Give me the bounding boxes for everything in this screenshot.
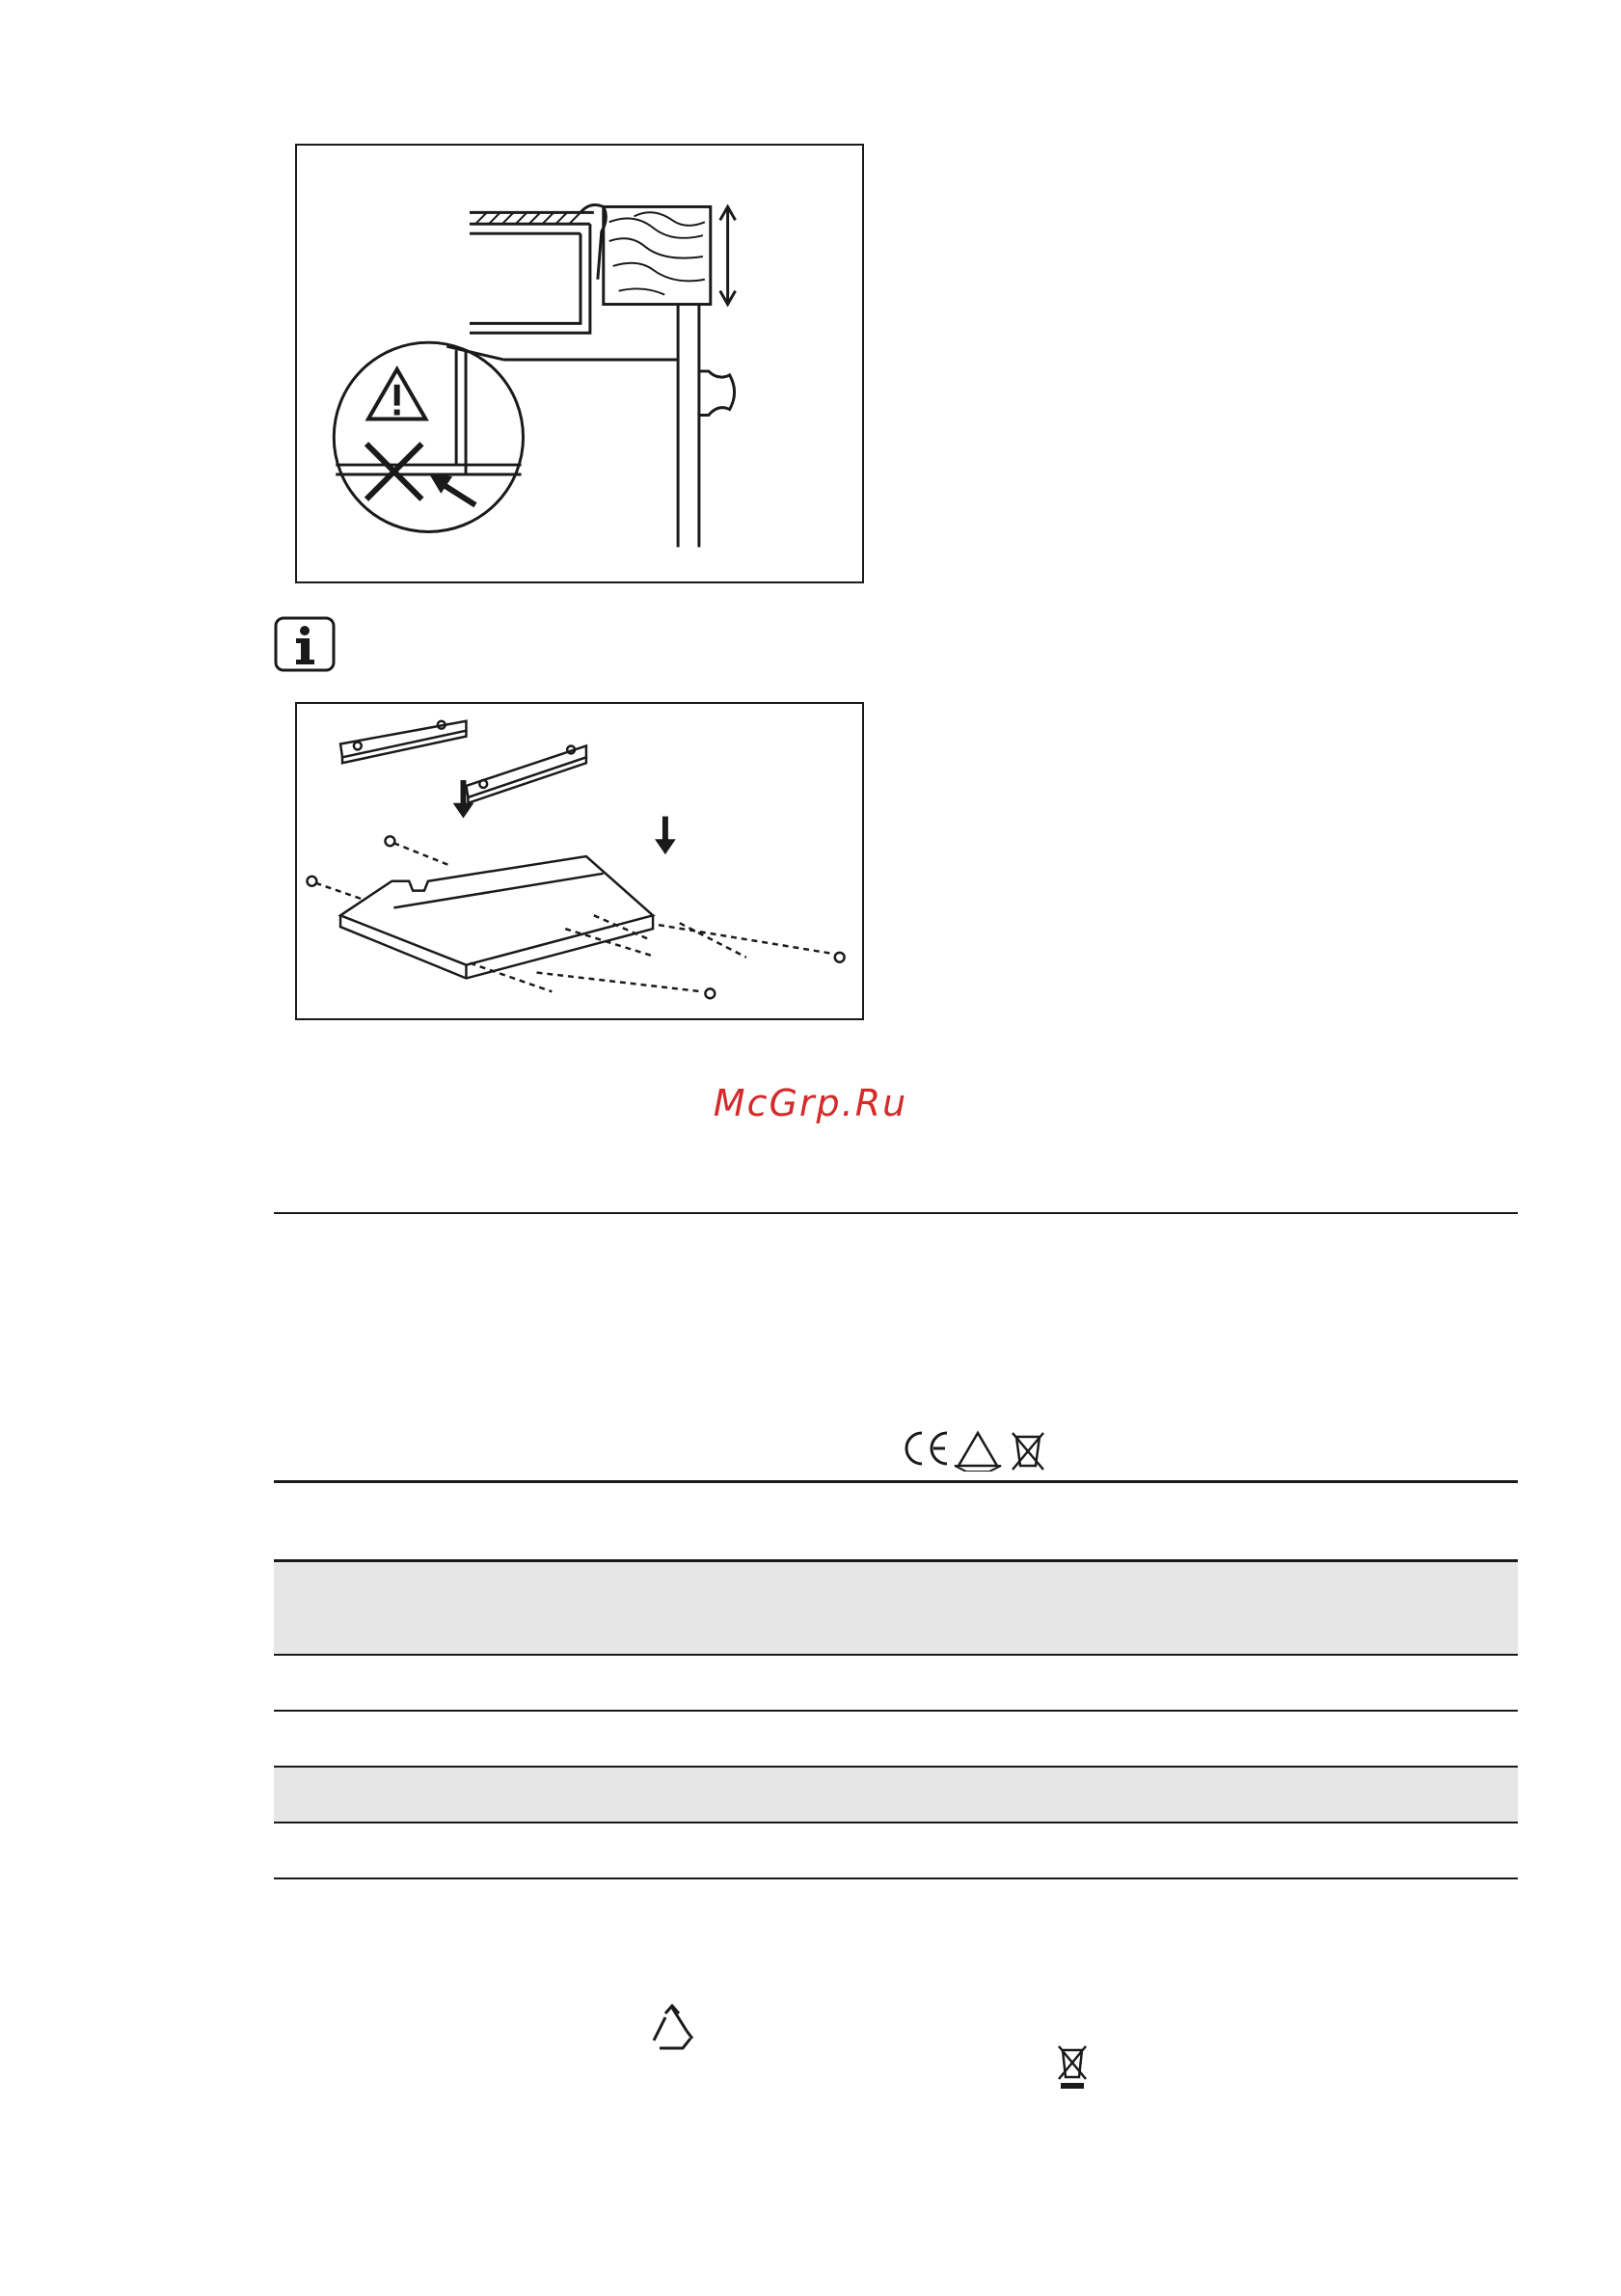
watermark-text: McGrp.Ru [713, 1082, 908, 1124]
table-row [274, 1656, 1518, 1712]
section-divider [274, 1480, 1518, 1483]
certification-marks [897, 1425, 1061, 1472]
info-icon [273, 615, 337, 673]
mounting-brackets-figure [295, 702, 864, 1020]
table-row [274, 1768, 1518, 1823]
technical-data-table [274, 1559, 1518, 1879]
worktop-clearance-drawing [297, 146, 862, 581]
crossed-bin-icon [1013, 1433, 1043, 1470]
worktop-clearance-figure [295, 144, 864, 583]
recycle-icon [644, 2002, 700, 2058]
table-row [274, 1712, 1518, 1768]
mounting-brackets-drawing [297, 704, 862, 1018]
crossed-bin-icon [1055, 2042, 1090, 2091]
table-row [274, 1823, 1518, 1879]
ce-mark-icon [906, 1433, 947, 1464]
vde-mark-icon [955, 1433, 1001, 1472]
table-header-row [274, 1559, 1518, 1656]
section-divider [274, 1212, 1518, 1214]
